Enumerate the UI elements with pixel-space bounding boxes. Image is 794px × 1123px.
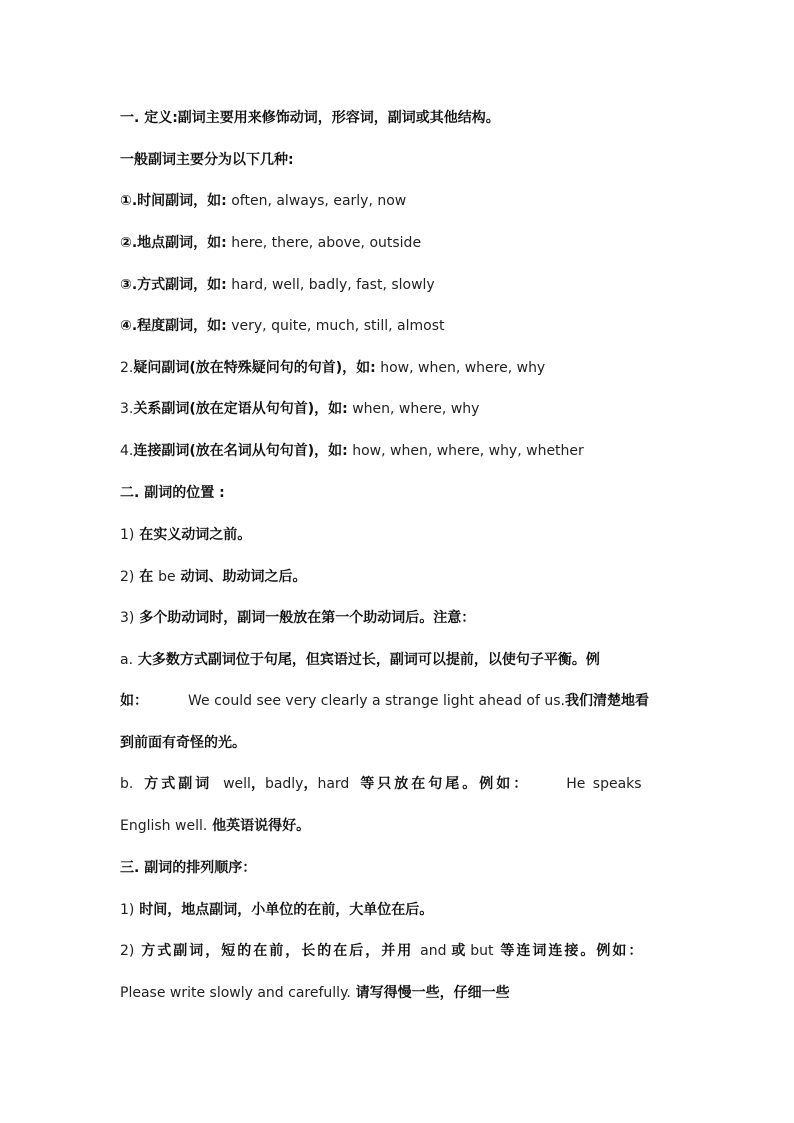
item-label: 关系副词(放在定语从句句首)，如: <box>133 401 348 417</box>
rule-text: 方式副词，短的在前，长的在后，并用 <box>134 943 421 959</box>
note-text: 等只放在句尾。例如： <box>349 776 531 792</box>
list-item-conjunctive-adverbs <box>120 439 676 463</box>
item-examples: here, there, above, outside <box>226 235 422 251</box>
item-examples: how, when, where, why, whether <box>347 443 584 459</box>
note-letter: a. <box>120 652 134 668</box>
item-examples: often, always, early, now <box>226 193 407 209</box>
item-number: 4. <box>120 443 134 459</box>
item-label: 连接副词(放在名词从句句首)，如: <box>133 443 348 459</box>
rule-number: 2) <box>120 943 135 959</box>
note-letter: b. <box>120 776 134 792</box>
item-examples: hard, well, badly, fast, slowly <box>226 277 435 293</box>
item-examples: when, where, why <box>347 401 480 417</box>
rule-text: 等连词连接。例如： <box>493 943 645 959</box>
list-item-time-adverbs <box>120 189 676 213</box>
note-b-line-2 <box>120 814 676 838</box>
example-translation: 请写得慢一些，仔细一些 <box>350 985 510 1001</box>
classification-intro <box>120 148 676 172</box>
rule-text: 在实义动词之前。 <box>134 527 252 543</box>
rule-text: 时间，地点副词，小单位的在前，大单位在后。 <box>134 902 434 918</box>
note-term: well <box>223 776 251 792</box>
order-rule-2-example <box>120 981 676 1005</box>
rule-number: 2) <box>120 569 135 585</box>
classification-text: 一般副词主要分为以下几种: <box>120 152 294 168</box>
example-translation: 他英语说得好。 <box>207 818 311 834</box>
example-translation: 到前面有奇怪的光。 <box>120 735 246 751</box>
item-label: ③.方式副词，如: <box>120 277 227 293</box>
example-sentence: Please write slowly and carefully. <box>120 985 351 1001</box>
item-label: 疑问副词(放在特殊疑问句的句首)，如: <box>133 360 376 376</box>
section-heading-definition <box>120 106 676 130</box>
list-item-manner-adverbs <box>120 273 676 297</box>
item-number: 2. <box>120 360 134 376</box>
section-heading-order <box>120 856 676 880</box>
note-text: 大多数方式副词位于句尾，但宾语过长，副词可以提前，以使句子平衡。例 <box>133 652 600 668</box>
rule-text: 在 <box>134 569 159 585</box>
example-translation: 我们清楚地看 <box>564 693 649 709</box>
item-label: ②.地点副词，如: <box>120 235 227 251</box>
rule-term: but <box>470 943 494 959</box>
note-text: ， <box>250 776 265 792</box>
rule-number: 1) <box>120 902 135 918</box>
example-label: 如： <box>120 693 148 709</box>
rule-number: 3) <box>120 610 135 626</box>
heading-text: 二. 副词的位置 : <box>120 485 225 501</box>
note-a-line-2 <box>120 689 676 713</box>
rule-text: 动词、助动词之后。 <box>175 569 307 585</box>
item-examples: how, when, where, why <box>375 360 546 376</box>
note-term: badly <box>264 776 304 792</box>
example-sentence: He speaks <box>566 776 642 792</box>
position-rule-1 <box>120 523 676 547</box>
position-rule-3 <box>120 606 676 630</box>
list-item-place-adverbs <box>120 231 676 255</box>
list-item-interrogative-adverbs <box>120 356 676 380</box>
order-rule-2 <box>120 939 676 963</box>
item-label: ④.程度副词，如: <box>120 318 227 334</box>
position-rule-2 <box>120 565 676 589</box>
section-heading-position <box>120 481 676 505</box>
list-item-degree-adverbs <box>120 314 676 338</box>
example-sentence: We could see very clearly a strange light ahead of us. <box>188 693 565 709</box>
rule-text: 或 <box>446 943 471 959</box>
note-text: ， <box>303 776 318 792</box>
heading-text: 三. 副词的排列顺序： <box>120 860 257 876</box>
rule-term: and <box>420 943 447 959</box>
note-a-line-1 <box>120 648 676 672</box>
note-b-line-1 <box>120 772 676 796</box>
example-sentence: English well. <box>120 818 208 834</box>
note-term: hard <box>317 776 350 792</box>
list-item-relative-adverbs <box>120 397 676 421</box>
rule-term: be <box>158 569 176 585</box>
item-number: 3. <box>120 401 134 417</box>
order-rule-1 <box>120 898 676 922</box>
definition-text: 一. 定义:副词主要用来修饰动词，形容词，副词或其他结构。 <box>120 110 500 126</box>
rule-text: 多个助动词时，副词一般放在第一个助动词后。注意： <box>134 610 476 626</box>
note-a-line-3 <box>120 731 676 755</box>
rule-number: 1) <box>120 527 135 543</box>
note-text: 方式副词 <box>133 776 224 792</box>
item-label: ①.时间副词，如: <box>120 193 227 209</box>
item-examples: very, quite, much, still, almost <box>226 318 445 334</box>
